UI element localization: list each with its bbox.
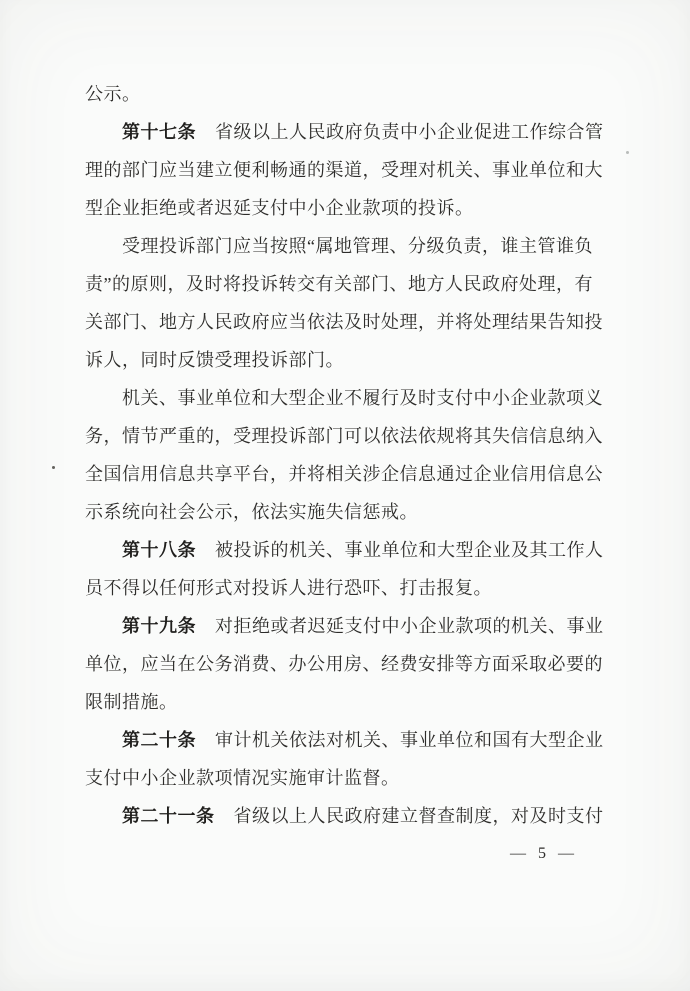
text-line xyxy=(85,645,604,683)
line-text: 省级以上人民政府建立督查制度，对及时支付 xyxy=(233,806,604,826)
line-text: 限制措施。 xyxy=(85,692,178,712)
text-line xyxy=(85,417,604,455)
line-text: 全国信用信息共享平台，并将相关涉企信息通过企业信用信息公 xyxy=(85,464,603,484)
line-text: 员不得以任何形式对投诉人进行恐吓、打击报复。 xyxy=(85,578,492,598)
line-text: 示系统向社会公示，依法实施失信惩戒。 xyxy=(85,502,418,522)
text-line xyxy=(85,75,604,113)
text-line xyxy=(85,189,604,227)
scan-speck-right xyxy=(626,151,629,154)
text-line xyxy=(85,113,604,151)
text-line xyxy=(85,151,604,189)
text-line xyxy=(85,379,604,417)
line-text: 机关、事业单位和大型企业不履行及时支付中小企业款项义 xyxy=(122,388,603,408)
text-line xyxy=(85,303,604,341)
text-line xyxy=(85,797,604,835)
article-number: 第十七条 xyxy=(122,122,196,142)
text-line xyxy=(85,341,604,379)
text-line xyxy=(85,455,604,493)
line-text: 支付中小企业款项情况实施审计监督。 xyxy=(85,768,400,788)
text-line xyxy=(85,265,604,303)
article-number: 第十九条 xyxy=(122,616,196,636)
article-number: 第十八条 xyxy=(122,540,196,560)
article-number: 第二十一条 xyxy=(122,806,215,826)
line-text: 审计机关依法对机关、事业单位和国有大型企业 xyxy=(215,730,604,750)
document-body xyxy=(85,75,604,835)
line-text: 关部门、地方人民政府应当依法及时处理，并将处理结果告知投 xyxy=(85,312,603,332)
page-number: — 5 — xyxy=(510,845,578,862)
text-line xyxy=(85,607,604,645)
text-line xyxy=(85,569,604,607)
line-text: 务，情节严重的，受理投诉部门可以依法依规将其失信信息纳入 xyxy=(85,426,603,446)
text-line xyxy=(85,721,604,759)
text-line xyxy=(85,683,604,721)
line-text: 受理投诉部门应当按照“属地管理、分级负责，谁主管谁负 xyxy=(122,236,593,256)
line-text: 型企业拒绝或者迟延支付中小企业款项的投诉。 xyxy=(85,198,474,218)
line-text: 省级以上人民政府负责中小企业促进工作综合管 xyxy=(215,122,604,142)
line-text: 被投诉的机关、事业单位和大型企业及其工作人 xyxy=(215,540,604,560)
line-text: 单位，应当在公务消费、办公用房、经费安排等方面采取必要的 xyxy=(85,654,603,674)
line-text: 责”的原则，及时将投诉转交有关部门、地方人民政府处理，有 xyxy=(85,274,593,294)
line-text: 对拒绝或者迟延支付中小企业款项的机关、事业 xyxy=(215,616,604,636)
line-text: 理的部门应当建立便利畅通的渠道，受理对机关、事业单位和大 xyxy=(85,160,603,180)
line-text: 公示。 xyxy=(85,84,141,104)
scan-speck-left xyxy=(52,466,55,469)
line-text: 诉人，同时反馈受理投诉部门。 xyxy=(85,350,344,370)
text-line xyxy=(85,531,604,569)
article-number: 第二十条 xyxy=(122,730,196,750)
text-line xyxy=(85,493,604,531)
text-line xyxy=(85,759,604,797)
text-line xyxy=(85,227,604,265)
